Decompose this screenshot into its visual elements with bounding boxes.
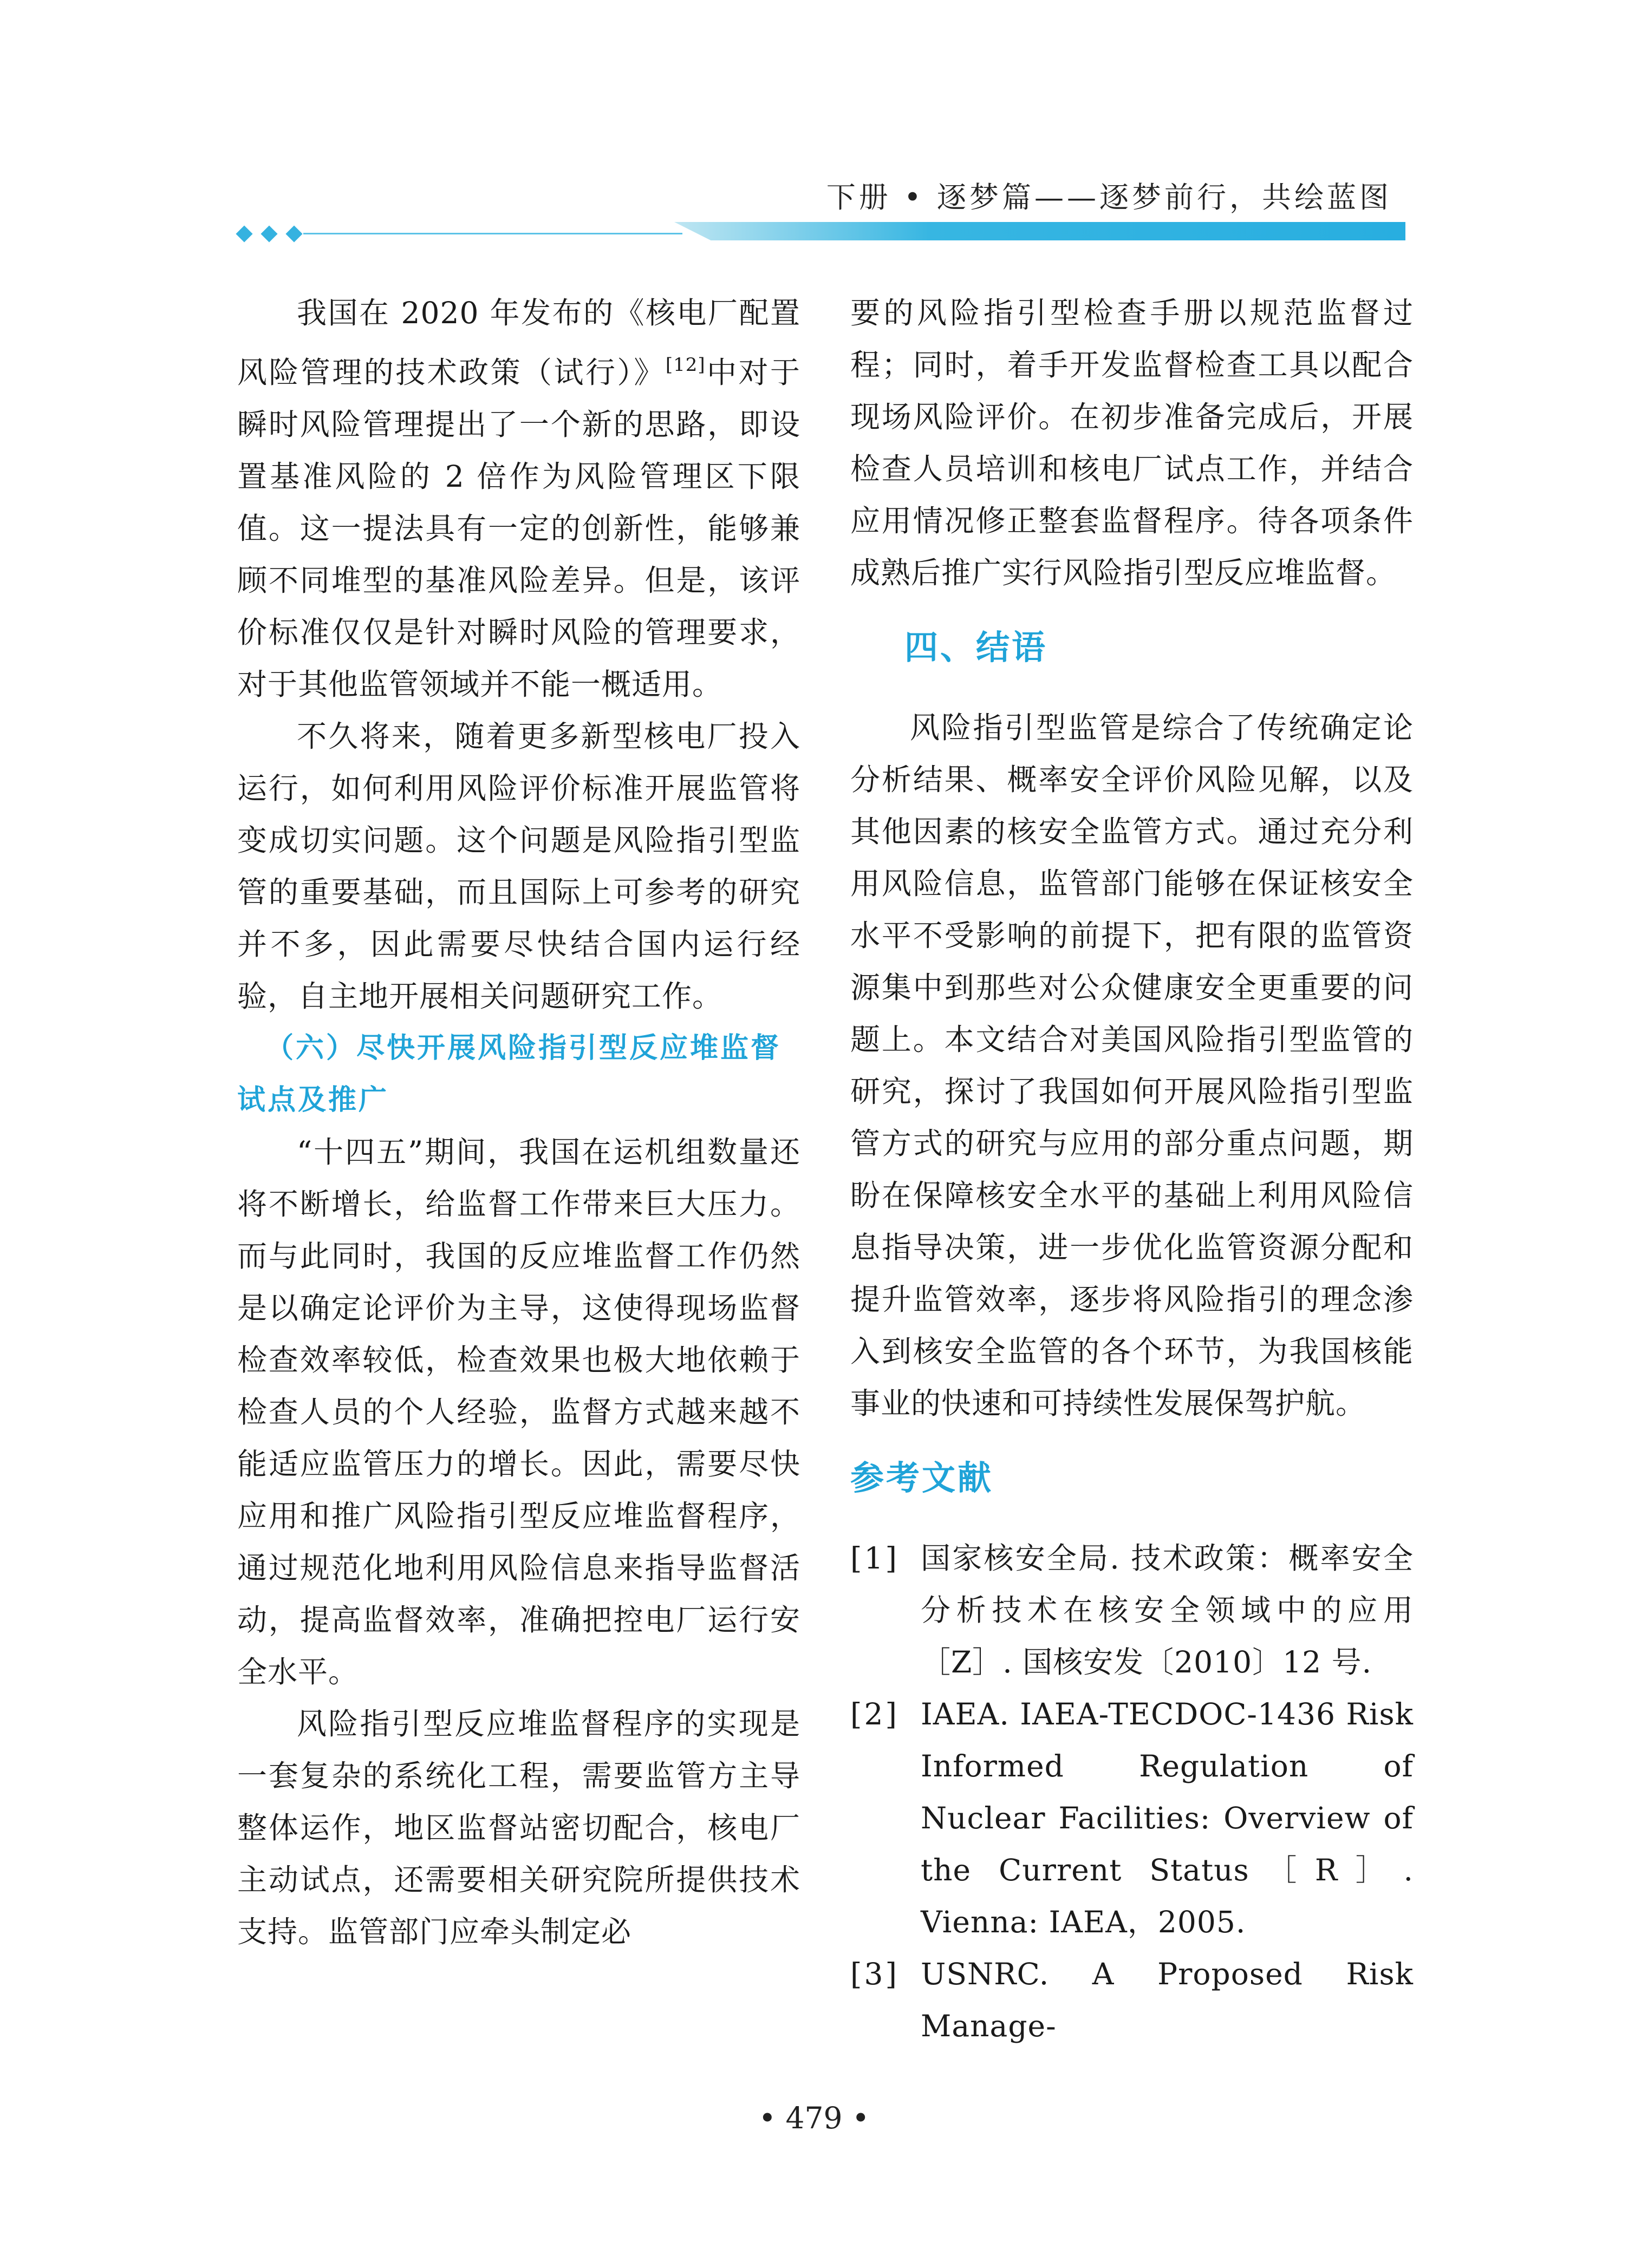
section-heading: 四、结语 (904, 628, 1048, 667)
header-diamond-1 (236, 225, 252, 242)
header-rule-bar (674, 222, 1405, 240)
page-number: • 479 • (758, 2101, 870, 2135)
citation-superscript: [12] (665, 354, 706, 376)
header-diamond-3 (285, 225, 302, 242)
reference-text: 国家核安全局. 技术政策：概率安全分析技术在核安全领域中的应用［Z］. 国核安发〔2010〕12 号. (921, 1541, 1414, 1679)
paragraph-text: 我国在 2020 年发布的《核电厂配置风险管理的技术政策（试行）》 (237, 296, 800, 390)
reference-number: [1] (850, 1541, 899, 1576)
paragraph: 不久将来，随着更多新型核电厂投入运行，如何利用风险评价标准开展监管将变成切实问题。这个问题是风险指引型监管的重要基础，而且国际上可参考的研究并不多，因此需要尽快结合国内运行经验，自主地开展相关问题研究工作。 (237, 719, 800, 1014)
paragraph: 风险指引型监管是综合了传统确定论分析结果、概率安全评价风险见解，以及其他因素的核安全监管方式。通过充分利用风险信息，监管部门能够在保证核安全水平不受影响的前提下，把有限的监管资源集中到那些对公众健康安全更重要的问题上。本文结合对美国风险指引型监管的研究，探讨了我国如何开展风险指引型监管方式的研究与应用的部分重点问题，期盼在保障核安全水平的基础上利用风险信息指导决策，进一步优化监管资源分配和提升监管效率，逐步将风险指引的理念渗入到核安全监管的各个环节，为我国核能事业的快速和可持续性发展保驾护航。 (850, 710, 1414, 1421)
paragraph: “十四五”期间，我国在运机组数量还将不断增长，给监督工作带来巨大压力。而与此同时，我国的反应堆监督工作仍然是以确定论评价为主导，这使得现场监督检查效率较低，检查效果也极大地依赖于检查人员的个人经验，监督方式越来越不能适应监管压力的增长。因此，需要尽快应用和推广风险指引型反应堆监督程序，通过规范化地利用风险信息来指导监督活动，提高监督效率，准确把控电厂运行安全水平。 (237, 1135, 800, 1689)
paragraph-text: 中对于瞬时风险管理提出了一个新的思路，即设置基准风险的 2 倍作为风险管理区下限值。这一提法具有一定的创新性，能够兼顾不同堆型的基准风险差异。但是，该评价标准仅仅是针对瞬时风险的管理要求，对于其他监管领域并不能一概适用。 (237, 355, 800, 702)
paragraph: 风险指引型反应堆监督程序的实现是一套复杂的系统化工程，需要监管方主导整体运作，地区监督站密切配合，核电厂主动试点，还需要相关研究院所提供技术支持。监管部门应牵头制定必 (237, 1707, 800, 1949)
reference-text: USNRC. A Proposed Risk Manage- (921, 1957, 1414, 2043)
reference-number: [3] (850, 1957, 899, 1991)
reference-number: [2] (850, 1697, 899, 1731)
subsection-heading: （六）尽快开展风险指引型反应堆监督试点及推广 (237, 1032, 782, 1116)
reference-item (850, 1688, 1414, 1948)
paragraph (237, 287, 800, 710)
header-rule-line (303, 233, 682, 234)
reference-item (850, 1532, 1414, 1688)
left-column (237, 287, 800, 1958)
references-heading: 参考文献 (850, 1458, 994, 1498)
paragraph: 要的风险指引型检查手册以规范监督过程；同时，着手开发监督检查工具以配合现场风险评价。在初步准备完成后，开展检查人员培训和核电厂试点工作，并结合应用情况修正整套监督程序。待各项条件成熟后推广实行风险指引型反应堆监督。 (850, 296, 1414, 590)
right-column (850, 287, 1414, 2052)
reference-list (850, 1532, 1414, 2052)
reference-text: IAEA. IAEA-TECDOC-1436 Risk Informed Regulation of Nuclear Facilities: Overview of the Current Status［R］. Vienna: IAEA，2005. (921, 1697, 1414, 1939)
reference-item (850, 1948, 1414, 2052)
header-diamond-2 (261, 225, 277, 242)
running-head: 下册 • 逐梦篇——逐梦前行，共绘蓝图 (826, 180, 1392, 214)
